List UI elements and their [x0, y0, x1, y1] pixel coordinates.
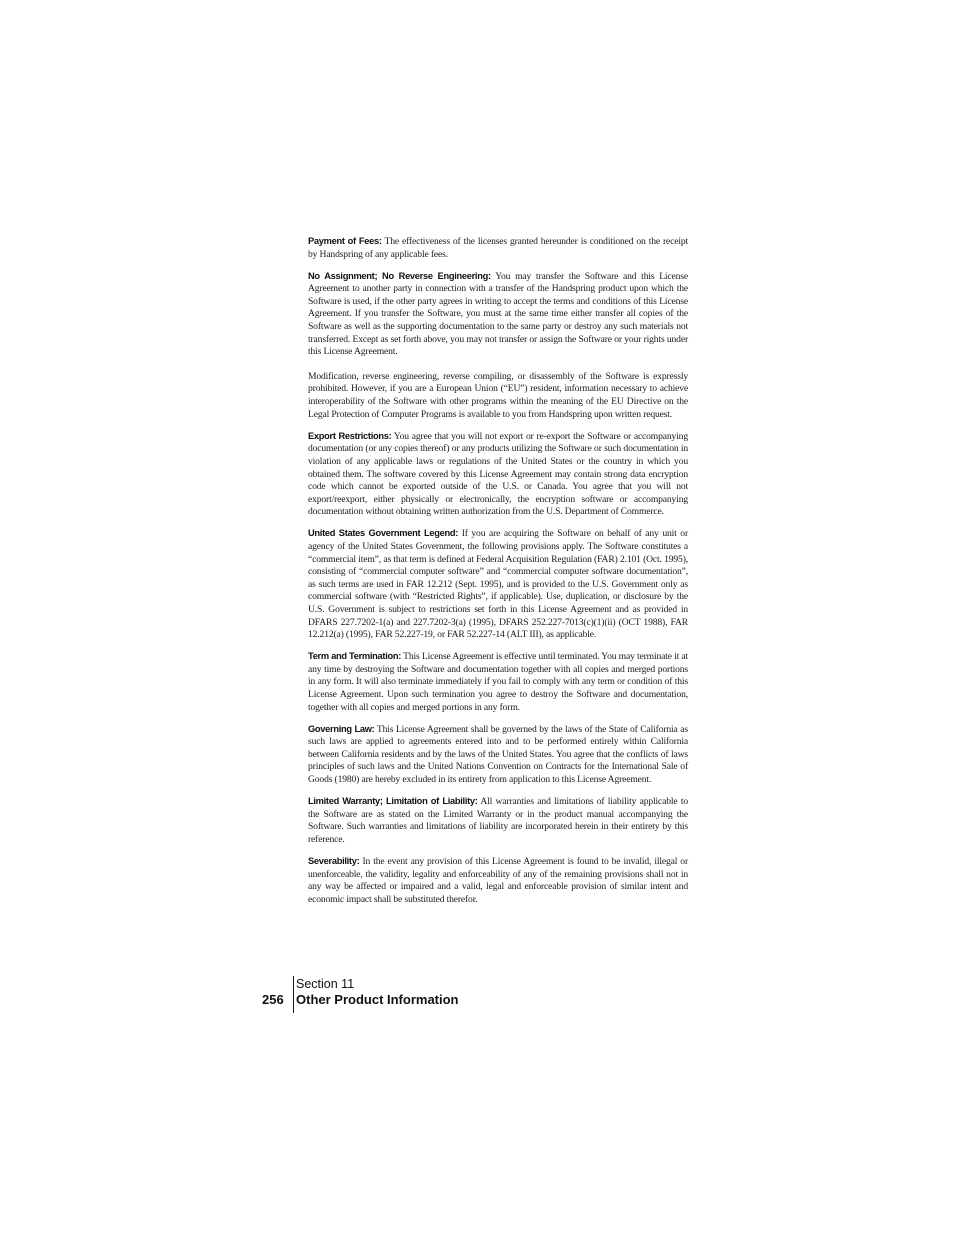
footer-divider [293, 976, 294, 1013]
paragraph-heading: Payment of Fees: [308, 236, 382, 246]
paragraph-modification [308, 371, 688, 421]
paragraph-heading: Term and Termination: [308, 651, 402, 662]
paragraph-heading: Severability: [308, 856, 360, 867]
paragraph-text: In the event any provision of this License Agreement is found to be invalid, illegal or unenforceable, the validity, legality and enforceability of any of the remaining provisions shall not in any way be affected or impaired and a valid, legal and enforceable provision of similar intent and economic impact shall be substituted therefor. [308, 856, 688, 905]
paragraph-heading: Export Restrictions: [308, 430, 392, 441]
page-number: 256 [262, 992, 284, 1007]
paragraph-text: You agree that you will not export or re-export the Software or accompanying documentation (or any copies thereof) or any products utilizing the Software or such documentation in violation of any applicable laws or regulations of the United States or the country in which you obtained them. The software covered by this License Agreement may contain strong data encryption code which cannot be exported outside of the U.S. or Canada. You agree that you will not export/reexport, either physically or electronically, the encryption software or accompanying documentation without obtaining written authorization from the U.S. Department of Commerce. [308, 430, 688, 518]
paragraph-heading: Limited Warranty; Limitation of Liability: [308, 796, 478, 807]
paragraph-limited-warranty [308, 795, 688, 846]
page-footer [262, 976, 522, 1013]
license-text-body [308, 235, 688, 915]
paragraph-text: If you are acquiring the Software on behalf of any unit or agency of the United States Government, the following provisions apply. The Software constitutes a “commercial item”, as that term is defined at Federal Acquisition Regulation (FAR) 2.101 (Oct. 1995), consisting of “commercial computer software” and “commercial computer software documentation”, as such terms are used in FAR 12.212 (Sept. 1995), and is provided to the U.S. Government only as commercial software (with “Restricted Rights”, if applicable). Use, duplication, or disclosure by the U.S. Government is subject to restrictions set forth in this License Agreement and as provided in DFARS 227.7202-1(a) and 227.7202-3(a) (1995), DFARS 252.227-7013(c)(1)(ii) (OCT 1988), FAR 12.212(a) (1995), FAR 52.227-19, or FAR 52.227-14 (ALT III), as applicable. [308, 528, 688, 641]
paragraph-payment-of-fees [308, 235, 688, 261]
paragraph-text: All warranties and limitations of liability applicable to the Software are as stated on the Limited Warranty or in the product manual accompanying the Software. Such warranties and limitations of liability are incorporated herein in their entirety by this reference. [308, 796, 689, 845]
paragraph-export-restrictions [308, 430, 688, 519]
paragraph-severability [308, 855, 688, 906]
paragraph-text: The effectiveness of the licenses granted hereunder is conditioned on the receipt by Handspring of any applicable fees. [308, 236, 689, 260]
paragraph-heading: Governing Law: [308, 723, 375, 734]
paragraph-text: Modification, reverse engineering, reverse compiling, or disassembly of the Software is expressly prohibited. However, if you are a European Union (“EU”) resident, information necessary to achieve interoperability of the Software with other programs within the meaning of the EU Directive on the Legal Protection of Computer Programs is available to you from Handspring upon written request. [308, 370, 688, 420]
paragraph-text: You may transfer the Software and this License Agreement to another party in connection with a transfer of the Handspring product upon which the Software is used, if the other party agrees in writing to accept the terms and conditions of this License Agreement. If you transfer the Software, you must at the same time either transfer all copies of the Software as well as the supporting documentation to the same party or destroy any such materials not transferred. Except as set forth above, you may not transfer or assign the Software or your rights under this License Agreement. [308, 270, 688, 358]
paragraph-government-legend [308, 527, 688, 641]
paragraph-heading: United States Government Legend: [308, 528, 459, 539]
section-title: Other Product Information [296, 992, 459, 1007]
section-label: Section 11 [296, 977, 355, 991]
paragraph-text: This License Agreement is effective until terminated. You may terminate it at any time by destroying the Software and documentation together with all copies and merged portions in any form. It will also terminate immediately if you fail to comply with any term or condition of this License Agreement. Upon such termination you agree to destroy the Software and documentation, together with all copies and merged portions in any form. [308, 651, 689, 713]
paragraph-no-assignment [308, 270, 688, 359]
paragraph-text: This License Agreement shall be governed by the laws of the State of California as such laws are applied to agreements entered into and to be performed entirely within California between California residents and by the laws of the United States. You agree that the conflicts of laws principles of such laws and the United Nations Convention on Contracts for the International Sale of Goods (1980) are hereby excluded in its entirety from application to this License Agreement. [308, 723, 688, 786]
paragraph-governing-law [308, 723, 688, 787]
paragraph-heading: No Assignment; No Reverse Engineering: [308, 270, 491, 281]
paragraph-term-termination [308, 650, 688, 714]
